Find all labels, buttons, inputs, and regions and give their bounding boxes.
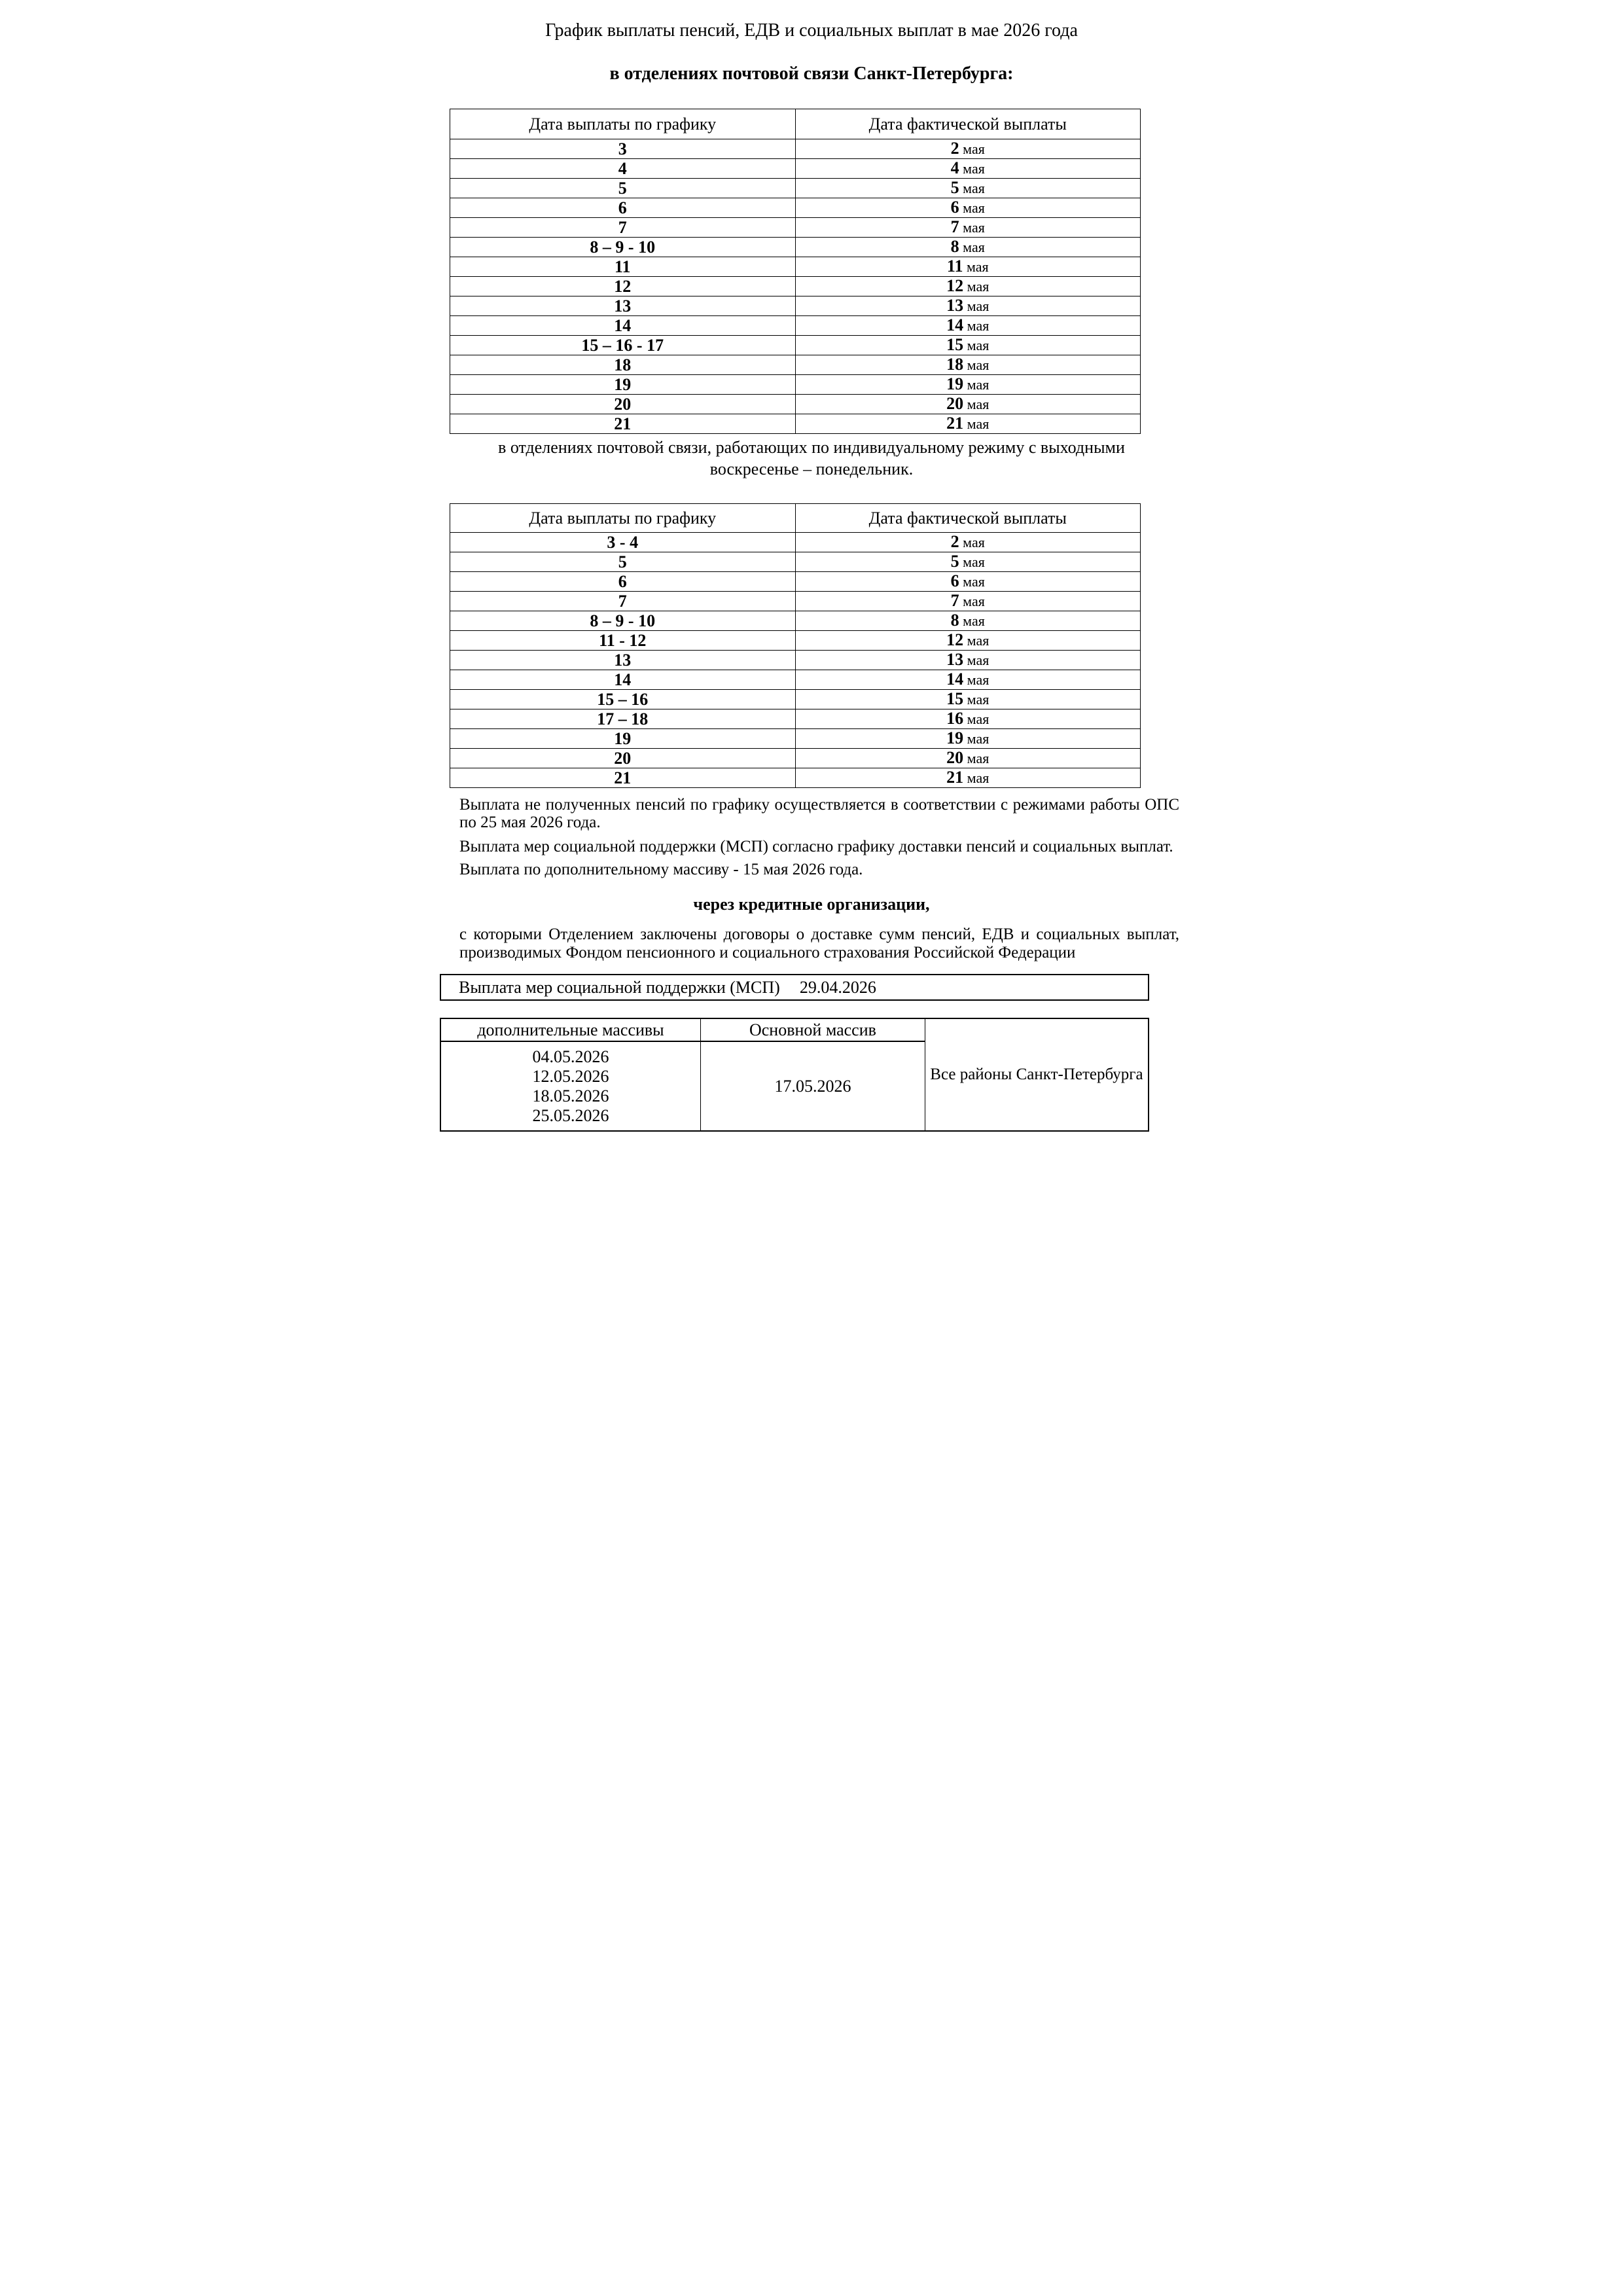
scheduled-date-value: 11 <box>614 257 631 276</box>
districts-cell: Все районы Санкт-Петербурга <box>925 1018 1149 1131</box>
actual-date-day: 8 <box>950 237 959 256</box>
table-row <box>450 414 1141 434</box>
actual-date-day: 15 <box>946 689 964 708</box>
actual-date-month: мая <box>963 711 990 727</box>
actual-date-month: мая <box>959 613 985 629</box>
main-array-header: Основной массив <box>701 1018 925 1041</box>
actual-date-day: 5 <box>950 178 959 197</box>
actual-date-cell <box>795 179 1141 198</box>
scheduled-date-value: 13 <box>614 650 632 670</box>
scheduled-date-cell <box>450 296 796 316</box>
table-row <box>450 592 1141 611</box>
actual-date-month: мая <box>959 534 985 550</box>
post-schedule-table <box>450 109 1141 434</box>
actual-date-day: 13 <box>946 296 964 315</box>
actual-date-cell <box>795 572 1141 592</box>
actual-date-day: 14 <box>946 670 964 689</box>
actual-date-month: мая <box>963 672 990 688</box>
actual-date-cell <box>795 355 1141 375</box>
scheduled-date-cell <box>450 257 796 277</box>
actual-date-month: мая <box>959 200 985 216</box>
individual-schedule-body <box>450 533 1141 788</box>
scheduled-date-value: 13 <box>614 296 632 315</box>
scheduled-date-cell <box>450 395 796 414</box>
actual-date-day: 2 <box>950 139 959 158</box>
actual-date-cell <box>795 336 1141 355</box>
actual-date-day: 12 <box>946 630 964 649</box>
table-row <box>450 296 1141 316</box>
actual-date-day: 12 <box>946 276 964 295</box>
individual-schedule-header <box>450 504 1141 533</box>
actual-date-cell <box>795 631 1141 651</box>
actual-date-cell <box>795 159 1141 179</box>
actual-date-day: 4 <box>950 158 959 177</box>
actual-date-cell <box>795 277 1141 296</box>
unreceived-pensions-note: Выплата не полученных пенсий по графику осуществляется в соответствии с режимами работы ОПС по 25 мая 2026 года. <box>459 796 1179 831</box>
table-row <box>450 631 1141 651</box>
actual-date-month: мая <box>963 357 990 373</box>
table-row <box>450 159 1141 179</box>
actual-date-month: мая <box>959 593 985 609</box>
document-page <box>406 0 1217 1148</box>
actual-date-day: 15 <box>946 335 964 354</box>
table-row <box>450 533 1141 552</box>
actual-date-month: мая <box>963 317 990 334</box>
additional-arrays-dates <box>440 1041 701 1131</box>
credit-organizations-heading: через кредитные организации, <box>693 895 930 914</box>
actual-date-cell <box>795 768 1141 788</box>
actual-date-cell <box>795 749 1141 768</box>
scheduled-date-cell <box>450 611 796 631</box>
scheduled-date-value: 18 <box>614 355 632 374</box>
scheduled-date-cell <box>450 572 796 592</box>
table-row <box>450 238 1141 257</box>
actual-date-day: 14 <box>946 315 964 334</box>
actual-date-day: 21 <box>946 768 964 787</box>
table-row <box>450 198 1141 218</box>
actual-date-day: 8 <box>950 611 959 630</box>
scheduled-date-cell <box>450 729 796 749</box>
table-row <box>450 611 1141 631</box>
scheduled-date-value: 15 – 16 - 17 <box>581 335 664 355</box>
actual-date-day: 7 <box>950 217 959 236</box>
individual-schedule-table <box>450 503 1141 788</box>
actual-date-month: мая <box>959 180 985 196</box>
scheduled-date-value: 6 <box>618 198 627 217</box>
actual-date-month: мая <box>963 298 990 314</box>
actual-date-month: мая <box>963 770 990 786</box>
actual-date-day: 2 <box>950 532 959 551</box>
actual-date-cell <box>795 257 1141 277</box>
table-row <box>450 336 1141 355</box>
scheduled-date-value: 14 <box>614 670 632 689</box>
scheduled-date-value: 19 <box>614 374 632 394</box>
table-row <box>450 395 1141 414</box>
credit-organizations-description: с которыми Отделением заключены договоры о доставке сумм пенсий, ЕДВ и социальных выплат, производимых Фондом пенсионного и социального страхования Российской Федерации <box>459 925 1179 961</box>
scheduled-date-value: 12 <box>614 276 632 296</box>
scheduled-date-cell <box>450 238 796 257</box>
post-schedule-header <box>450 109 1141 139</box>
actual-date-header: Дата фактической выплаты <box>795 109 1141 139</box>
individual-regime-note-line2: воскресенье – понедельник. <box>709 459 914 478</box>
msp-payment-row <box>440 975 1149 1000</box>
scheduled-date-value: 6 <box>618 571 627 591</box>
table-row <box>450 218 1141 238</box>
table-row <box>450 552 1141 572</box>
actual-date-day: 7 <box>950 591 959 610</box>
actual-date-day: 19 <box>946 374 964 393</box>
header-row <box>450 504 1141 533</box>
individual-regime-note <box>406 437 1217 480</box>
scheduled-date-value: 3 - 4 <box>607 532 639 552</box>
actual-date-cell <box>795 709 1141 729</box>
actual-date-month: мая <box>963 632 990 649</box>
actual-date-cell <box>795 533 1141 552</box>
actual-date-day: 18 <box>946 355 964 374</box>
scheduled-date-cell <box>450 355 796 375</box>
actual-date-cell <box>795 690 1141 709</box>
table-row <box>450 355 1141 375</box>
table-row <box>450 375 1141 395</box>
table-row <box>450 277 1141 296</box>
actual-date-month: мая <box>963 416 990 432</box>
additional-array-date: 04.05.2026 <box>532 1047 609 1066</box>
scheduled-date-cell <box>450 336 796 355</box>
actual-date-day: 20 <box>946 394 964 413</box>
scheduled-date-header: Дата выплаты по графику <box>450 109 796 139</box>
scheduled-date-cell <box>450 690 796 709</box>
scheduled-date-cell <box>450 277 796 296</box>
table-row <box>450 572 1141 592</box>
actual-date-cell <box>795 316 1141 336</box>
scheduled-date-cell <box>450 139 796 159</box>
individual-regime-note-line1: в отделениях почтовой связи, работающих по индивидуальному режиму с выходными <box>498 438 1125 457</box>
actual-date-month: мая <box>963 652 990 668</box>
additional-array-date: 12.05.2026 <box>532 1066 609 1086</box>
scheduled-date-value: 20 <box>614 748 632 768</box>
main-array-date: 17.05.2026 <box>701 1041 925 1131</box>
table-row <box>450 749 1141 768</box>
actual-date-month: мая <box>959 573 985 590</box>
table-row <box>450 709 1141 729</box>
actual-date-cell <box>795 218 1141 238</box>
msp-payment-date: 29.04.2026 <box>799 977 876 997</box>
scheduled-date-cell <box>450 631 796 651</box>
scheduled-date-cell <box>450 159 796 179</box>
actual-date-day: 19 <box>946 728 964 747</box>
scheduled-date-value: 19 <box>614 728 632 748</box>
header-row <box>450 109 1141 139</box>
credit-table-header-row <box>440 1018 1149 1041</box>
scheduled-date-value: 20 <box>614 394 632 414</box>
actual-date-cell <box>795 139 1141 159</box>
scheduled-date-cell <box>450 670 796 690</box>
table-row <box>450 316 1141 336</box>
additional-array-note: Выплата по дополнительному массиву - 15 мая 2026 года. <box>459 861 863 878</box>
actual-date-day: 5 <box>950 552 959 571</box>
scheduled-date-header: Дата выплаты по графику <box>450 504 796 533</box>
credit-payment-table <box>440 1018 1149 1132</box>
actual-date-month: мая <box>963 278 990 295</box>
actual-date-cell <box>795 651 1141 670</box>
msp-payment-label: Выплата мер социальной поддержки (МСП) <box>459 977 780 997</box>
scheduled-date-cell <box>450 552 796 572</box>
actual-date-day: 13 <box>946 650 964 669</box>
actual-date-cell <box>795 729 1141 749</box>
msp-payment-table <box>440 974 1149 1001</box>
actual-date-day: 6 <box>950 571 959 590</box>
actual-date-cell <box>795 414 1141 434</box>
scheduled-date-value: 5 <box>618 178 627 198</box>
actual-date-month: мая <box>963 337 990 353</box>
actual-date-cell <box>795 296 1141 316</box>
actual-date-day: 11 <box>946 257 963 276</box>
additional-arrays-header: дополнительные массивы <box>440 1018 701 1041</box>
table-row <box>450 768 1141 788</box>
actual-date-cell <box>795 670 1141 690</box>
scheduled-date-value: 3 <box>618 139 627 158</box>
table-row <box>450 257 1141 277</box>
post-schedule-body <box>450 139 1141 434</box>
additional-array-date: 25.05.2026 <box>532 1105 609 1125</box>
scheduled-date-cell <box>450 375 796 395</box>
actual-date-cell <box>795 238 1141 257</box>
scheduled-date-cell <box>450 218 796 238</box>
actual-date-month: мая <box>963 376 990 393</box>
actual-date-cell <box>795 375 1141 395</box>
scheduled-date-cell <box>450 533 796 552</box>
scheduled-date-cell <box>450 651 796 670</box>
table-row <box>450 139 1141 159</box>
table-row <box>450 690 1141 709</box>
actual-date-header: Дата фактической выплаты <box>795 504 1141 533</box>
table-row <box>450 179 1141 198</box>
actual-date-month: мая <box>963 750 990 766</box>
scheduled-date-value: 21 <box>614 768 632 787</box>
scheduled-date-value: 15 – 16 <box>597 689 649 709</box>
scheduled-date-cell <box>450 316 796 336</box>
scheduled-date-value: 21 <box>614 414 632 433</box>
actual-date-month: мая <box>959 219 985 236</box>
scheduled-date-cell <box>450 592 796 611</box>
actual-date-month: мая <box>963 259 989 275</box>
scheduled-date-cell <box>450 414 796 434</box>
scheduled-date-cell <box>450 179 796 198</box>
post-offices-heading: в отделениях почтовой связи Санкт-Петербурга: <box>609 63 1014 84</box>
scheduled-date-cell <box>450 709 796 729</box>
msp-delivery-note: Выплата мер социальной поддержки (МСП) согласно графику доставки пенсий и социальных выплат. <box>459 838 1173 855</box>
actual-date-day: 21 <box>946 414 964 433</box>
actual-date-month: мая <box>963 691 990 708</box>
table-row <box>450 651 1141 670</box>
actual-date-cell <box>795 592 1141 611</box>
actual-date-cell <box>795 611 1141 631</box>
actual-date-cell <box>795 395 1141 414</box>
scheduled-date-cell <box>450 198 796 218</box>
actual-date-day: 6 <box>950 198 959 217</box>
actual-date-day: 20 <box>946 748 964 767</box>
scheduled-date-value: 8 – 9 - 10 <box>590 611 656 630</box>
additional-array-date: 18.05.2026 <box>532 1086 609 1105</box>
scheduled-date-value: 8 – 9 - 10 <box>590 237 656 257</box>
actual-date-month: мая <box>959 239 985 255</box>
actual-date-month: мая <box>959 141 985 157</box>
table-row <box>450 670 1141 690</box>
scheduled-date-value: 17 – 18 <box>597 709 649 728</box>
actual-date-cell <box>795 198 1141 218</box>
actual-date-month: мая <box>959 160 985 177</box>
document-title: График выплаты пенсий, ЕДВ и социальных выплат в мае 2026 года <box>545 20 1078 41</box>
actual-date-cell <box>795 552 1141 572</box>
scheduled-date-value: 14 <box>614 315 632 335</box>
actual-date-month: мая <box>963 730 990 747</box>
msp-payment-cell <box>440 975 1149 1000</box>
scheduled-date-cell <box>450 749 796 768</box>
scheduled-date-value: 11 - 12 <box>599 630 647 650</box>
actual-date-day: 16 <box>946 709 964 728</box>
scheduled-date-value: 4 <box>618 158 627 178</box>
scheduled-date-value: 5 <box>618 552 627 571</box>
scheduled-date-value: 7 <box>618 217 627 237</box>
scheduled-date-value: 7 <box>618 591 627 611</box>
actual-date-month: мая <box>959 554 985 570</box>
actual-date-month: мая <box>963 396 990 412</box>
scheduled-date-cell <box>450 768 796 788</box>
table-row <box>450 729 1141 749</box>
